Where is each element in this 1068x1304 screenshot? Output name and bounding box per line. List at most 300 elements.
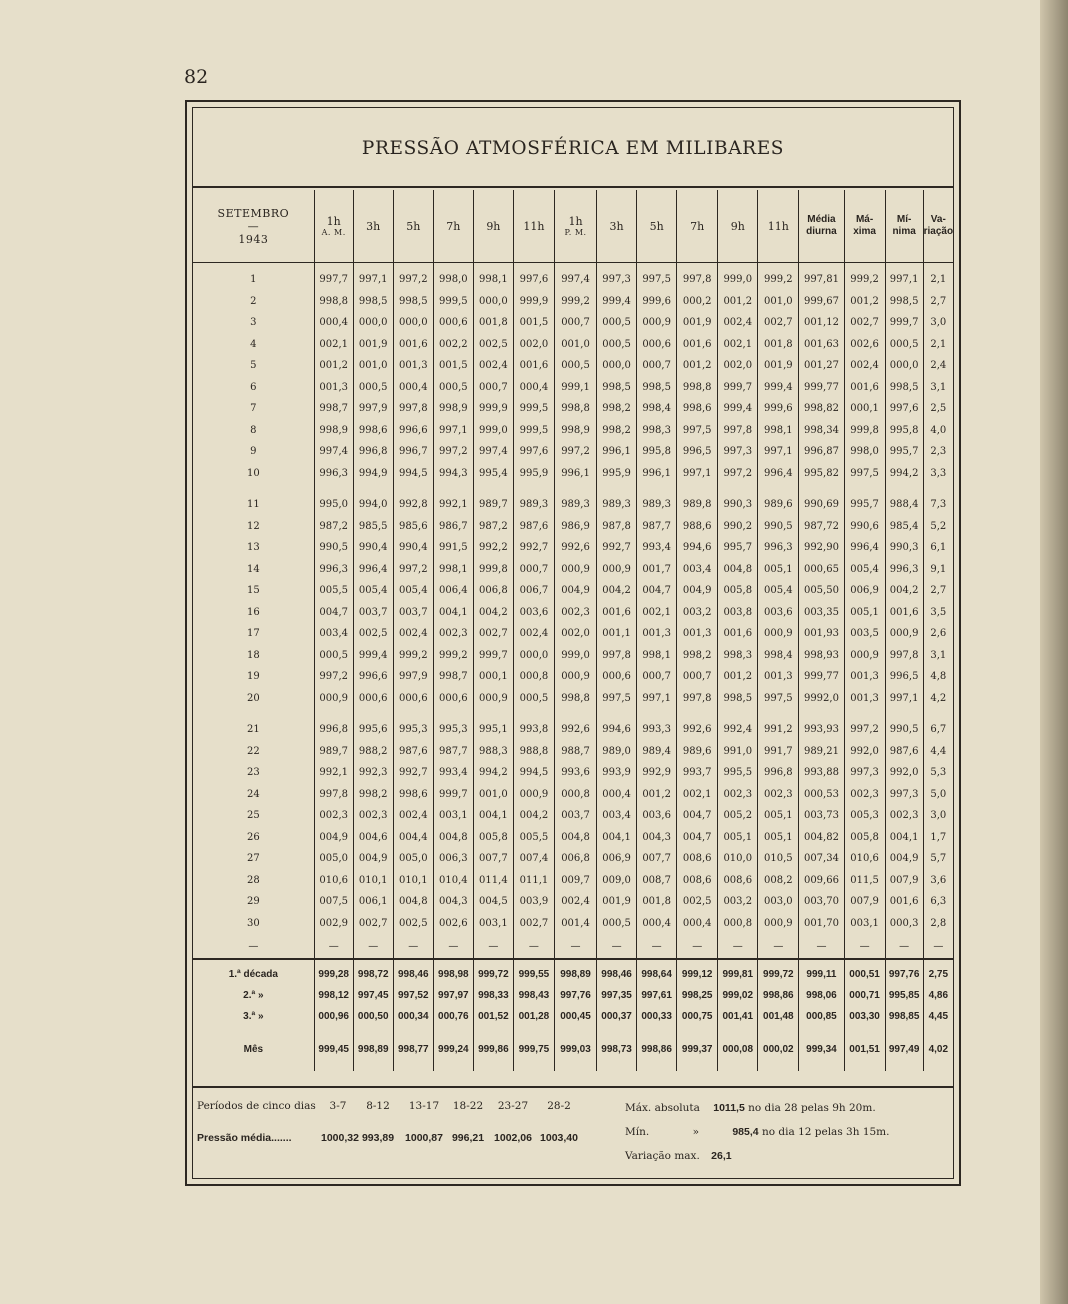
minima-header-line: nima (892, 226, 916, 237)
value-cell: 997,5 (637, 263, 677, 291)
value-cell: 002,3 (758, 784, 799, 806)
value-cell: 001,6 (718, 623, 758, 645)
value-cell: 004,9 (353, 848, 393, 870)
table-title: PRESSÃO ATMOSFÉRICA EM MILIBARES (361, 138, 785, 159)
value-cell: 004,8 (554, 827, 596, 849)
max-absolute-line (625, 1102, 876, 1114)
value-cell: 007,9 (885, 870, 923, 892)
value-cell: 000,45 (554, 1006, 596, 1027)
value-cell: 999,03 (554, 1027, 596, 1071)
value-cell: 999,2 (433, 645, 473, 667)
spacer-cell (923, 484, 953, 494)
value-cell: 000,50 (353, 1006, 393, 1027)
value-cell: 001,27 (799, 355, 844, 377)
value-cell: 999,7 (473, 645, 513, 667)
hour-header (597, 190, 637, 263)
value-cell: 998,46 (597, 959, 637, 985)
value-cell: 999,72 (758, 959, 799, 985)
value-cell: 999,86 (473, 1027, 513, 1071)
value-cell: 997,2 (433, 441, 473, 463)
value-cell: 001,0 (473, 784, 513, 806)
row-label: 26 (246, 831, 260, 843)
value-cell: 000,5 (597, 334, 637, 356)
value-cell: 994,6 (597, 719, 637, 741)
value-cell: 001,6 (677, 334, 718, 356)
day-row (193, 537, 953, 559)
value-cell: 995,82 (799, 463, 844, 485)
value-cell: 000,51 (844, 959, 885, 985)
value-cell: 2,4 (923, 355, 953, 377)
value-cell: 001,93 (799, 623, 844, 645)
value-cell: 006,1 (353, 891, 393, 913)
value-cell: 002,5 (677, 891, 718, 913)
value-cell: 003,7 (353, 602, 393, 624)
value-cell: 987,2 (314, 516, 353, 538)
value-cell: 000,4 (314, 312, 353, 334)
row-label: 9 (250, 446, 257, 458)
spacer-cell (193, 484, 314, 494)
media-header-line: diurna (806, 226, 837, 237)
value-cell: 000,8 (513, 666, 554, 688)
day-row (193, 805, 953, 827)
value-cell: 999,2 (758, 263, 799, 291)
decade-summary-row (193, 1006, 953, 1027)
value-cell: 999,24 (433, 1027, 473, 1071)
value-cell: 003,2 (718, 891, 758, 913)
value-cell: 004,2 (473, 602, 513, 624)
value-cell: 3,1 (923, 645, 953, 667)
value-cell: 992,6 (554, 719, 596, 741)
value-cell: 997,8 (597, 645, 637, 667)
value-cell: 998,86 (637, 1027, 677, 1071)
value-cell: 997,3 (718, 441, 758, 463)
spacer-cell (554, 484, 596, 494)
value-cell: 5,2 (923, 516, 953, 538)
value-cell: 990,69 (799, 494, 844, 516)
day-row (193, 312, 953, 334)
value-cell: 004,7 (637, 580, 677, 602)
value-cell: 992,90 (799, 537, 844, 559)
day-row (193, 623, 953, 645)
dash-cell: — (677, 934, 718, 959)
dash-row (193, 934, 953, 959)
value-cell: 004,8 (718, 559, 758, 581)
spacer-cell (885, 709, 923, 719)
value-cell: 992,3 (353, 762, 393, 784)
value-cell: 987,7 (433, 741, 473, 763)
min-value: 985,4 (732, 1126, 759, 1138)
min-text: no dia 12 pelas 3h 15m. (761, 1126, 890, 1138)
row-label: 14 (246, 563, 260, 575)
value-cell: 008,2 (758, 870, 799, 892)
value-cell: 997,2 (554, 441, 596, 463)
value-cell: 2,3 (923, 441, 953, 463)
value-cell: 000,5 (353, 377, 393, 399)
spacer-cell (677, 484, 718, 494)
value-cell: 003,35 (799, 602, 844, 624)
period-mean-pressure: 1002,06 (494, 1132, 532, 1144)
value-cell: 000,6 (433, 688, 473, 710)
value-cell: 997,5 (677, 420, 718, 442)
hour-label: 9h (730, 219, 745, 233)
value-cell: 991,5 (433, 537, 473, 559)
value-cell: 999,34 (799, 1027, 844, 1071)
value-cell: 002,5 (353, 623, 393, 645)
value-cell: 986,9 (554, 516, 596, 538)
value-cell: 000,5 (433, 377, 473, 399)
value-cell: 996,1 (597, 441, 637, 463)
value-cell: 985,5 (353, 516, 393, 538)
value-cell: 002,0 (718, 355, 758, 377)
value-cell: 996,5 (885, 666, 923, 688)
value-cell: 001,2 (718, 666, 758, 688)
value-cell: 000,2 (677, 291, 718, 313)
value-cell: 001,3 (637, 623, 677, 645)
value-cell: 990,3 (885, 537, 923, 559)
value-cell: 998,72 (353, 959, 393, 985)
value-cell: 000,0 (353, 312, 393, 334)
period-range: 23-27 (497, 1100, 529, 1112)
variation-line (625, 1150, 732, 1162)
value-cell: 2,1 (923, 263, 953, 291)
value-cell: 004,4 (393, 827, 433, 849)
value-cell: 002,1 (677, 784, 718, 806)
value-cell: 992,9 (637, 762, 677, 784)
value-cell: 005,2 (718, 805, 758, 827)
spacer-cell (554, 709, 596, 719)
value-cell: 999,5 (513, 420, 554, 442)
value-cell: 999,4 (597, 291, 637, 313)
value-cell: 995,8 (637, 441, 677, 463)
value-cell: 989,21 (799, 741, 844, 763)
period-mean-pressure: 993,89 (361, 1132, 395, 1144)
value-cell: 4,86 (923, 985, 953, 1006)
hour-header (314, 190, 353, 263)
value-cell: 997,1 (758, 441, 799, 463)
value-cell: 002,9 (314, 913, 353, 935)
period-range: 8-12 (366, 1100, 390, 1112)
value-cell: 997,7 (314, 263, 353, 291)
value-cell: 998,6 (677, 398, 718, 420)
value-cell: 005,8 (473, 827, 513, 849)
value-cell: 2,7 (923, 291, 953, 313)
value-cell: 995,6 (353, 719, 393, 741)
value-cell: 998,1 (433, 559, 473, 581)
value-cell: 991,0 (718, 741, 758, 763)
dash-cell: — (248, 940, 259, 952)
value-cell: 2,1 (923, 334, 953, 356)
value-cell: 997,5 (844, 463, 885, 485)
spacer-cell (597, 709, 637, 719)
value-cell: 999,75 (513, 1027, 554, 1071)
value-cell: 998,06 (799, 985, 844, 1006)
value-cell: 998,9 (314, 420, 353, 442)
period-range: 28-2 (547, 1100, 571, 1112)
value-cell: 998,5 (393, 291, 433, 313)
value-cell: 000,8 (554, 784, 596, 806)
value-cell: 996,3 (314, 463, 353, 485)
value-cell: 002,7 (473, 623, 513, 645)
value-cell: 000,7 (677, 666, 718, 688)
value-cell: 000,0 (473, 291, 513, 313)
value-cell: 005,1 (758, 559, 799, 581)
day-row (193, 762, 953, 784)
value-cell: 990,2 (718, 516, 758, 538)
max-text: no dia 28 pelas 9h 20m. (748, 1102, 876, 1114)
book-binding-edge (1040, 0, 1068, 1304)
value-cell: 002,1 (718, 334, 758, 356)
value-cell: 997,6 (513, 441, 554, 463)
spacer-cell (353, 709, 393, 719)
value-cell: 003,4 (677, 559, 718, 581)
value-cell: 989,3 (513, 494, 554, 516)
row-label: 29 (246, 896, 260, 908)
value-cell: 987,7 (637, 516, 677, 538)
value-cell: 998,82 (799, 398, 844, 420)
value-cell: 998,73 (597, 1027, 637, 1071)
value-cell: 995,1 (473, 719, 513, 741)
value-cell: 999,8 (473, 559, 513, 581)
value-cell: 003,73 (799, 805, 844, 827)
row-label: Mês (243, 1043, 264, 1055)
value-cell: 000,7 (473, 377, 513, 399)
value-cell: 998,1 (637, 645, 677, 667)
value-cell: 993,88 (799, 762, 844, 784)
value-cell: 997,97 (433, 985, 473, 1006)
value-cell: 998,25 (677, 985, 718, 1006)
value-cell: 998,8 (677, 377, 718, 399)
value-cell: 3,6 (923, 870, 953, 892)
value-cell: 000,1 (844, 398, 885, 420)
value-cell: 992,0 (844, 741, 885, 763)
row-label: 27 (246, 853, 260, 865)
value-cell: 992,8 (393, 494, 433, 516)
value-cell: 2,5 (923, 398, 953, 420)
value-cell: 001,9 (597, 891, 637, 913)
value-cell: 000,9 (554, 666, 596, 688)
value-cell: 000,9 (758, 623, 799, 645)
value-cell: 999,0 (473, 420, 513, 442)
value-cell: 998,85 (885, 1006, 923, 1027)
value-cell: 001,5 (433, 355, 473, 377)
value-cell: 989,4 (637, 741, 677, 763)
spacer-cell (433, 709, 473, 719)
value-cell: 006,3 (433, 848, 473, 870)
row-label: 6 (250, 381, 257, 393)
value-cell: 002,3 (554, 602, 596, 624)
value-cell: 997,1 (677, 463, 718, 485)
value-cell: 005,3 (844, 805, 885, 827)
value-cell: 997,2 (393, 559, 433, 581)
hour-label: 7h (690, 219, 705, 233)
value-cell: 9,1 (923, 559, 953, 581)
hour-header (473, 190, 513, 263)
value-cell: 992,6 (554, 537, 596, 559)
value-cell: 003,8 (718, 602, 758, 624)
value-cell: 997,5 (597, 688, 637, 710)
value-cell: 000,4 (513, 377, 554, 399)
dash-cell: — (637, 934, 677, 959)
value-cell: 002,3 (844, 784, 885, 806)
value-cell: 995,85 (885, 985, 923, 1006)
page-number: 82 (184, 66, 209, 88)
value-cell: 998,86 (758, 985, 799, 1006)
value-cell: 001,6 (513, 355, 554, 377)
hour-label: 7h (446, 219, 461, 233)
value-cell: 996,3 (314, 559, 353, 581)
value-cell: 003,4 (597, 805, 637, 827)
dash-cell: — (513, 934, 554, 959)
value-cell: 002,4 (393, 805, 433, 827)
day-row (193, 377, 953, 399)
row-label: 12 (246, 520, 260, 532)
value-cell: 996,3 (758, 537, 799, 559)
month-summary-row (193, 1027, 953, 1071)
value-cell: 4,8 (923, 666, 953, 688)
value-cell: 003,7 (393, 602, 433, 624)
value-cell: 995,7 (844, 494, 885, 516)
value-cell: 007,7 (637, 848, 677, 870)
value-cell: 001,0 (353, 355, 393, 377)
value-cell: 4,4 (923, 741, 953, 763)
value-cell: 001,6 (885, 891, 923, 913)
value-cell: 005,1 (844, 602, 885, 624)
value-cell: 000,4 (677, 913, 718, 935)
value-cell: 001,2 (637, 784, 677, 806)
value-cell: 000,9 (597, 559, 637, 581)
value-cell: 988,3 (473, 741, 513, 763)
value-cell: 998,5 (885, 291, 923, 313)
value-cell: 988,2 (353, 741, 393, 763)
spacer-cell (473, 484, 513, 494)
value-cell: 5,7 (923, 848, 953, 870)
value-cell: 004,9 (554, 580, 596, 602)
value-cell: 999,7 (885, 312, 923, 334)
value-cell: 000,6 (597, 666, 637, 688)
value-cell: 001,2 (718, 291, 758, 313)
value-cell: 997,45 (353, 985, 393, 1006)
value-cell: 011,1 (513, 870, 554, 892)
value-cell: 989,3 (554, 494, 596, 516)
value-cell: 002,3 (314, 805, 353, 827)
row-label: 23 (246, 767, 260, 779)
value-cell: 000,96 (314, 1006, 353, 1027)
value-cell: 997,76 (885, 959, 923, 985)
value-cell: 004,5 (473, 891, 513, 913)
value-cell: 004,2 (597, 580, 637, 602)
value-cell: 998,5 (353, 291, 393, 313)
period-mean-pressure: 1000,32 (321, 1132, 359, 1144)
value-cell: 992,1 (433, 494, 473, 516)
value-cell: 997,61 (637, 985, 677, 1006)
value-cell: 998,8 (554, 398, 596, 420)
value-cell: 006,8 (473, 580, 513, 602)
spacer-cell (844, 709, 885, 719)
value-cell: 004,1 (597, 827, 637, 849)
value-cell: 997,76 (554, 985, 596, 1006)
value-cell: 994,6 (677, 537, 718, 559)
value-cell: 997,6 (513, 263, 554, 291)
title-divider (193, 186, 953, 188)
value-cell: 4,2 (923, 688, 953, 710)
value-cell: 1,7 (923, 827, 953, 849)
value-cell: 000,7 (554, 312, 596, 334)
value-cell: 001,9 (353, 334, 393, 356)
month-header (193, 190, 314, 263)
value-cell: 999,2 (554, 291, 596, 313)
value-cell: 000,5 (314, 645, 353, 667)
value-cell: 998,7 (314, 398, 353, 420)
value-cell: 990,3 (718, 494, 758, 516)
value-cell: 010,6 (314, 870, 353, 892)
value-cell: 998,6 (393, 784, 433, 806)
value-cell: 6,3 (923, 891, 953, 913)
value-cell: 000,08 (718, 1027, 758, 1071)
month-label: SETEMBRO (217, 206, 290, 220)
value-cell: 000,5 (513, 688, 554, 710)
hour-header (758, 190, 799, 263)
day-row (193, 398, 953, 420)
value-cell: 003,9 (513, 891, 554, 913)
variation-value: 26,1 (711, 1150, 732, 1162)
hour-header (513, 190, 554, 263)
hour-period: P. M. (564, 228, 587, 237)
value-cell: 999,12 (677, 959, 718, 985)
value-cell: 005,4 (353, 580, 393, 602)
row-label: 13 (246, 542, 260, 554)
dash-cell: — (844, 934, 885, 959)
spacer-cell (314, 484, 353, 494)
value-cell: 998,3 (718, 645, 758, 667)
hour-header (718, 190, 758, 263)
value-cell: 001,3 (677, 623, 718, 645)
value-cell: 997,4 (314, 441, 353, 463)
value-cell: 006,7 (513, 580, 554, 602)
value-cell: 999,37 (677, 1027, 718, 1071)
value-cell: 005,8 (718, 580, 758, 602)
day-row (193, 580, 953, 602)
row-label: 21 (246, 724, 260, 736)
value-cell: 995,8 (885, 420, 923, 442)
spacer-cell (758, 709, 799, 719)
period-range: 3-7 (329, 1100, 347, 1112)
value-cell: 002,7 (844, 312, 885, 334)
value-cell: 000,6 (353, 688, 393, 710)
value-cell: 005,4 (393, 580, 433, 602)
maxima-header-line: Má- (855, 214, 874, 225)
row-label: 10 (246, 467, 260, 479)
row-label: 3.ª » (243, 1011, 264, 1022)
value-cell: 010,1 (393, 870, 433, 892)
maxima-header (844, 190, 885, 263)
value-cell: 990,6 (844, 516, 885, 538)
value-cell: 989,6 (758, 494, 799, 516)
pressure-row (321, 1132, 581, 1144)
value-cell: 001,8 (473, 312, 513, 334)
value-cell: 001,2 (844, 291, 885, 313)
value-cell: 999,6 (637, 291, 677, 313)
value-cell: 997,2 (844, 719, 885, 741)
value-cell: 997,1 (885, 688, 923, 710)
spacer-cell (193, 709, 314, 719)
value-cell: 000,0 (597, 355, 637, 377)
value-cell: 000,6 (393, 688, 433, 710)
value-cell: 986,7 (433, 516, 473, 538)
value-cell: 988,6 (677, 516, 718, 538)
value-cell: 999,55 (513, 959, 554, 985)
period-range: 18-22 (452, 1100, 484, 1112)
value-cell: 001,6 (885, 602, 923, 624)
